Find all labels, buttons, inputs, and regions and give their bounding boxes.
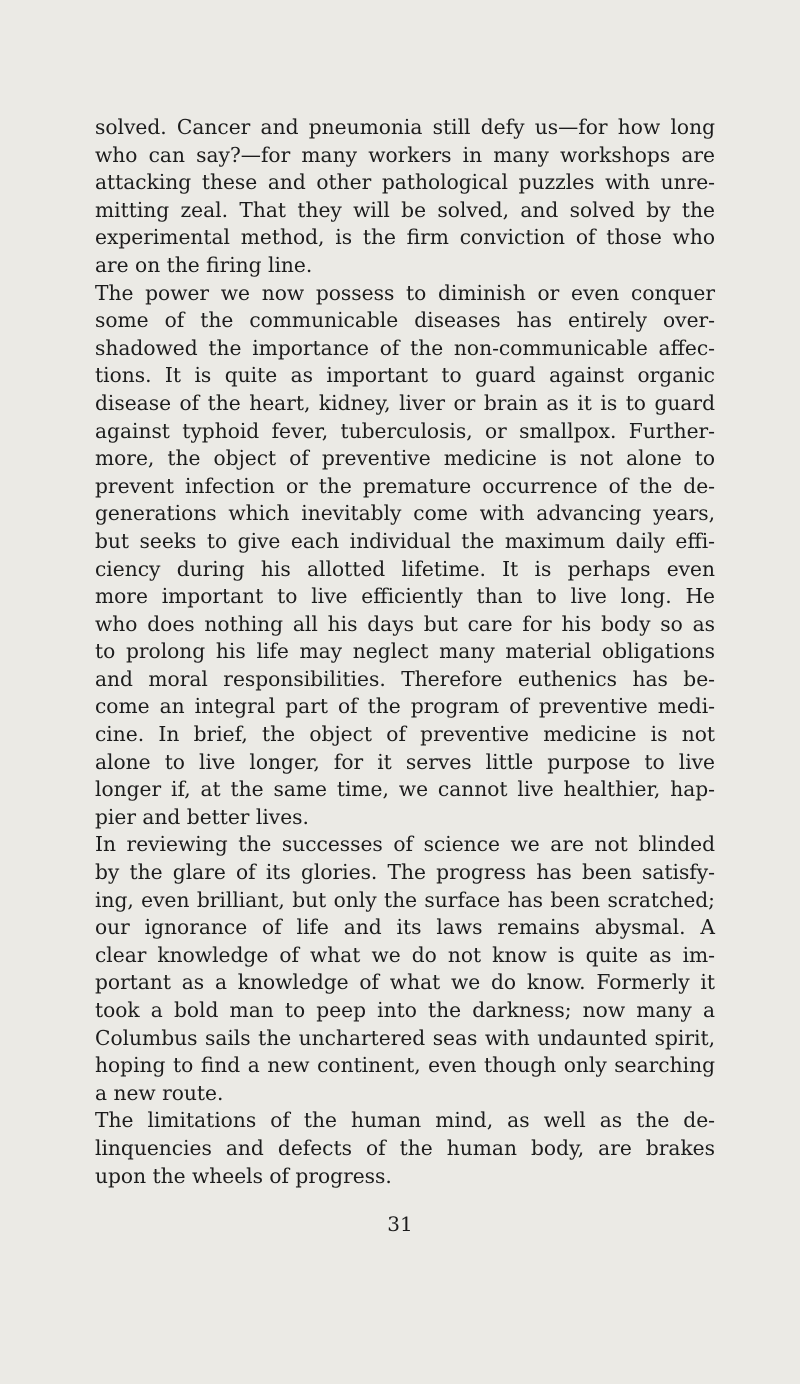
text-line: generations which inevitably come with advancing years, — [95, 501, 715, 526]
text-line: are on the firing line. — [95, 252, 313, 277]
text-line: The limitations of the human mind, as well as the de- — [95, 1108, 715, 1133]
text-line: attacking these and other pathological puzzles with unre- — [95, 170, 715, 195]
text-line: pier and better lives. — [95, 804, 309, 829]
text-line: The power we now possess to diminish or even conquer — [95, 280, 715, 305]
text-line: experimental method, is the firm conviction of those who — [95, 225, 715, 250]
text-line: portant as a knowledge of what we do know. Formerly it — [95, 970, 715, 995]
text-line: linquencies and defects of the human body, are brakes — [95, 1135, 715, 1160]
body-text — [95, 114, 715, 1190]
text-line: ciency during his allotted lifetime. It is perhaps even — [95, 556, 715, 581]
text-line: upon the wheels of progress. — [95, 1163, 392, 1188]
text-line: our ignorance of life and its laws remains abysmal. A — [95, 915, 715, 940]
text-line: clear knowledge of what we do not know is quite as im- — [95, 942, 715, 967]
text-line: solved. Cancer and pneumonia still defy us—for how long — [95, 115, 715, 139]
text-line: come an integral part of the program of preventive medi- — [95, 694, 715, 719]
text-line: hoping to find a new continent, even though only searching — [95, 1053, 715, 1078]
text-line: In reviewing the successes of science we are not blinded — [95, 832, 715, 857]
text-line: longer if, at the same time, we cannot live healthier, hap- — [95, 777, 715, 802]
text-line: disease of the heart, kidney, liver or brain as it is to guard — [95, 390, 715, 415]
text-line: by the glare of its glories. The progress has been satisfy- — [95, 860, 715, 885]
text-line: shadowed the importance of the non-communicable affec- — [95, 335, 715, 360]
text-line: ing, even brilliant, but only the surface has been scratched; — [95, 887, 715, 912]
text-line: who can say?—for many workers in many workshops are — [95, 142, 715, 167]
text-line: who does nothing all his days but care for his body so as — [95, 611, 715, 636]
text-line: to prolong his life may neglect many material obligations — [95, 639, 715, 664]
text-line: more important to live efficiently than to live long. He — [95, 584, 715, 609]
text-line: some of the communicable diseases has entirely over- — [95, 308, 715, 333]
text-line: more, the object of preventive medicine is not alone to — [95, 446, 715, 471]
page-number: 31 — [387, 1212, 413, 1236]
text-line: mitting zeal. That they will be solved, and solved by the — [95, 197, 715, 222]
text-line: prevent infection or the premature occurrence of the de- — [95, 473, 715, 498]
text-line: alone to live longer, for it serves little purpose to live — [95, 749, 715, 774]
text-line: Columbus sails the unchartered seas with undaunted spirit, — [95, 1025, 715, 1050]
text-line: against typhoid fever, tuberculosis, or smallpox. Further- — [95, 418, 715, 443]
text-line: and moral responsibilities. Therefore euthenics has be- — [95, 666, 715, 691]
text-line: took a bold man to peep into the darkness; now many a — [95, 998, 715, 1022]
text-line: tions. It is quite as important to guard against organic — [95, 363, 715, 388]
text-line: cine. In brief, the object of preventive medicine is not — [95, 722, 715, 747]
text-line: a new route. — [95, 1080, 224, 1105]
text-line: but seeks to give each individual the maximum daily effi- — [95, 528, 715, 553]
